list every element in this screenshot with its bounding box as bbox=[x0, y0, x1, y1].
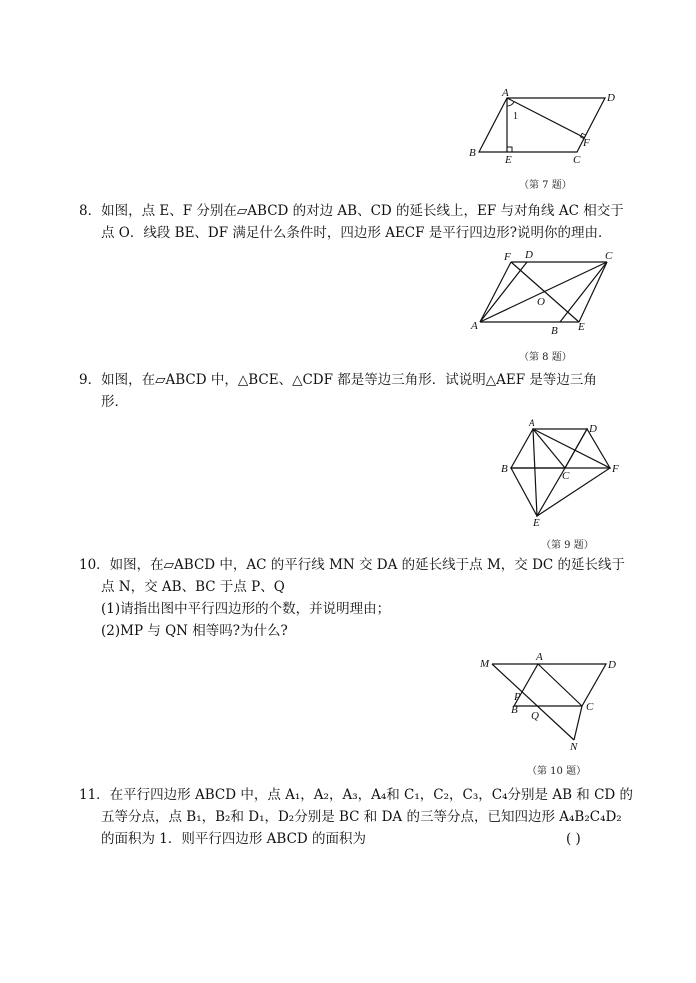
fig8-diagonal-ac bbox=[480, 262, 607, 322]
fig8-segment-fe bbox=[511, 262, 579, 322]
question-11-line-3: 的面积为 1．则平行四边形 ABCD 的面积为 bbox=[101, 831, 367, 847]
fig10-label-d: D bbox=[608, 659, 616, 671]
question-9-line-1: 9．如图，在▱ABCD 中，△BCE、△CDF 都是等边三角形．试说明△AEF 是等边三角 bbox=[79, 372, 597, 388]
fig7-label-e: E bbox=[505, 154, 512, 164]
fig8-label-a: A bbox=[471, 320, 478, 332]
figure-9 bbox=[495, 416, 630, 528]
fig8-label-o: O bbox=[537, 296, 545, 308]
fig10-label-q: Q bbox=[531, 710, 539, 722]
fig7-label-1: 1 bbox=[513, 111, 518, 122]
figure-10-caption: （第 10 题） bbox=[527, 766, 587, 777]
question-9-line-2: 形． bbox=[101, 394, 128, 410]
fig10-diagonal-ac bbox=[538, 664, 582, 706]
figure-10 bbox=[478, 650, 623, 752]
fig7-label-b: B bbox=[469, 147, 476, 159]
fig7-label-c: C bbox=[573, 154, 581, 164]
fig7-label-a: A bbox=[502, 87, 509, 99]
question-11-line-2: 五等分点，点 B₁，B₂和 D₁，D₂分别是 BC 和 DA 的三等分点，已知四边形 A₄B₂C₄D₂ bbox=[101, 809, 622, 825]
fig7-label-d: D bbox=[607, 92, 615, 104]
fig9-label-a: A bbox=[529, 418, 535, 428]
question-8-line-2: 点 O．线段 BE、DF 满足什么条件时，四边形 AECF 是平行四边形?说明你的理由． bbox=[101, 225, 612, 241]
fig9-diagonal-ac bbox=[533, 429, 565, 468]
figure-7 bbox=[465, 86, 625, 164]
fig8-label-e: E bbox=[578, 321, 585, 333]
fig8-label-d: D bbox=[525, 249, 533, 261]
fig8-label-b: B bbox=[551, 325, 558, 337]
question-10-sub-2: (2)MP 与 QN 相等吗?为什么? bbox=[101, 623, 288, 639]
fig9-label-e: E bbox=[533, 517, 540, 528]
fig10-label-b: B bbox=[511, 704, 518, 716]
fig8-side-ad bbox=[480, 262, 527, 322]
figure-8-caption: （第 8 题） bbox=[519, 352, 572, 363]
fig9-label-c: C bbox=[562, 470, 570, 482]
figure-7-caption: （第 7 题） bbox=[519, 180, 572, 191]
fig8-label-c: C bbox=[605, 250, 613, 262]
figure-9-caption: （第 9 题） bbox=[541, 540, 594, 551]
fig10-extension-dc bbox=[574, 706, 582, 740]
fig10-label-c: C bbox=[586, 701, 594, 713]
question-10-line-1: 10．如图，在▱ABCD 中，AC 的平行线 MN 交 DA 的延长线于点 M，交 DC 的延长线于 bbox=[79, 557, 626, 573]
fig7-label-f: F bbox=[583, 137, 590, 149]
fig10-label-p: P bbox=[514, 691, 521, 703]
fig9-label-d: D bbox=[589, 423, 597, 435]
fig7-segment-af bbox=[507, 98, 585, 138]
fig7-angle-mark bbox=[507, 102, 514, 106]
fig9-label-f: F bbox=[612, 463, 619, 475]
question-11-answer-blank: ( ) bbox=[566, 831, 581, 847]
question-8-line-1: 8．如图，点 E、F 分别在▱ABCD 的对边 AB、CD 的延长线上，EF 与对角线 AC 相交于 bbox=[79, 203, 624, 219]
fig9-triangle-bce bbox=[511, 468, 565, 516]
fig9-label-b: B bbox=[501, 463, 508, 475]
fig10-label-a: A bbox=[536, 651, 543, 663]
fig8-label-f: F bbox=[504, 251, 511, 263]
fig10-line-mn bbox=[492, 664, 574, 740]
figure-8 bbox=[465, 248, 625, 338]
question-10-sub-1: (1)请指出图中平行四边形的个数，并说明理由； bbox=[101, 601, 391, 617]
fig8-side-af bbox=[480, 262, 511, 322]
question-11-line-1: 11．在平行四边形 ABCD 中，点 A₁，A₂，A₃，A₄和 C₁，C₂，C₃，C₄分别是 AB 和 CD 的 bbox=[79, 787, 634, 803]
fig10-label-m: M bbox=[480, 658, 490, 670]
fig7-right-angle-e bbox=[507, 147, 512, 152]
question-10-line-2: 点 N，交 AB、BC 于点 P、Q bbox=[101, 579, 285, 595]
fig10-label-n: N bbox=[570, 741, 578, 752]
